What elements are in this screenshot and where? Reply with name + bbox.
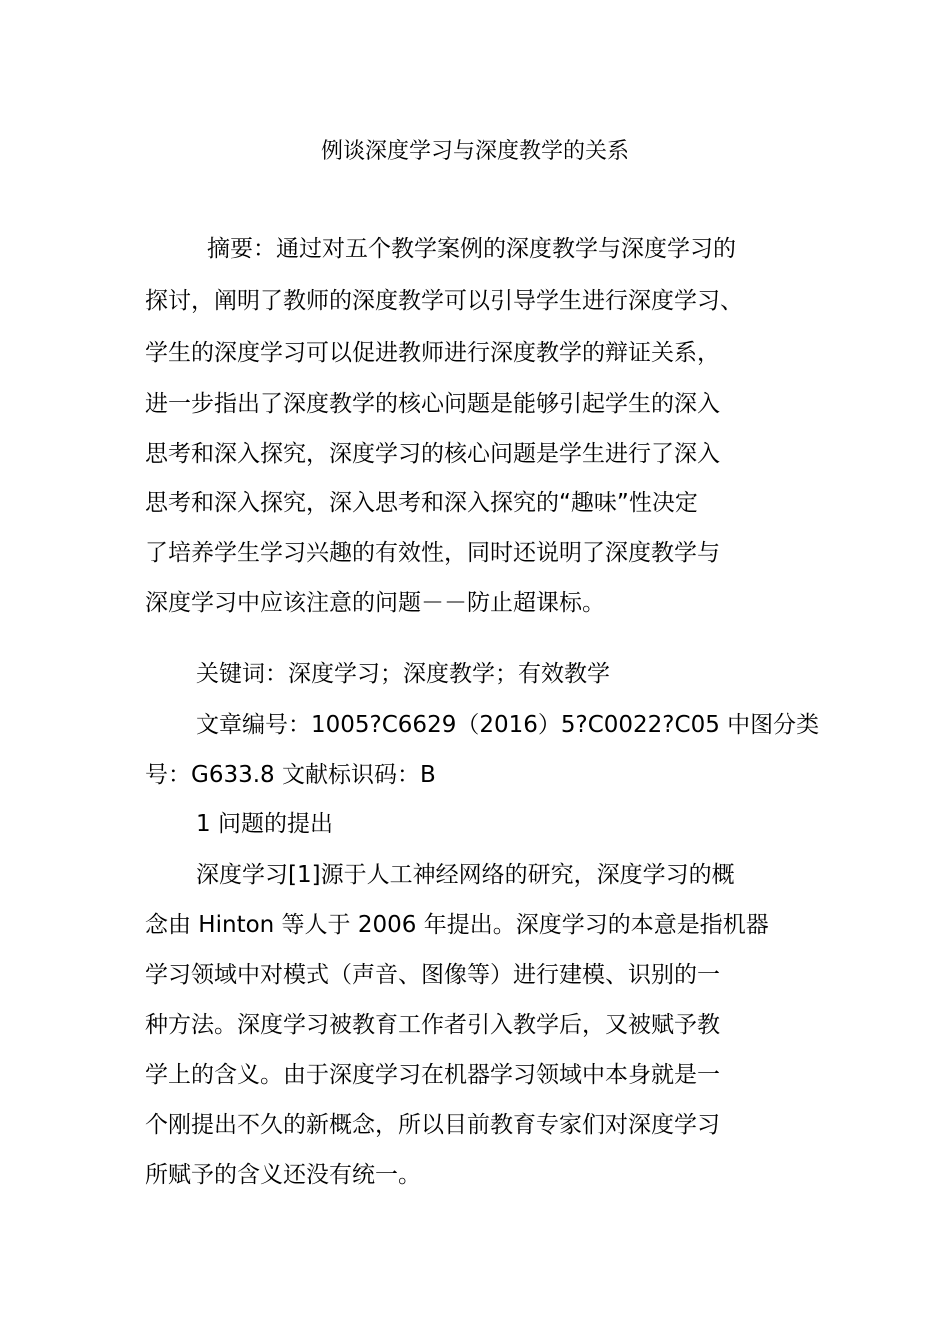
article-number-line: 文章编号：1005?C6629（2016）5?C0022?C05 中图分类	[196, 712, 820, 738]
abstract-line: 思考和深入探究，深入思考和深入探究的“趣味”性决定	[145, 490, 698, 516]
classification-line: 号：G633.8 文献标识码：B	[145, 762, 436, 788]
document-title: 例谈深度学习与深度教学的关系	[320, 139, 629, 164]
body-line: 所赋予的含义还没有统一。	[145, 1162, 421, 1188]
abstract-line: 探讨，阐明了教师的深度教学可以引导学生进行深度学习、	[145, 288, 743, 314]
abstract-line: 思考和深入探究，深度学习的核心问题是学生进行了深入	[145, 441, 720, 467]
keywords-line: 关键词：深度学习；深度教学；有效教学	[196, 661, 610, 687]
body-line: 深度学习[1]源于人工神经网络的研究，深度学习的概	[196, 862, 735, 888]
body-line: 学习领域中对模式（声音、图像等）进行建模、识别的一	[145, 962, 720, 988]
abstract-line: 深度学习中应该注意的问题－－防止超课标。	[145, 590, 605, 616]
section-heading: 1 问题的提出	[196, 811, 333, 837]
body-line: 种方法。深度学习被教育工作者引入教学后，又被赋予教	[145, 1012, 720, 1038]
abstract-line: 摘要：通过对五个教学案例的深度教学与深度学习的	[207, 236, 736, 262]
abstract-line: 进一步指出了深度教学的核心问题是能够引起学生的深入	[145, 391, 720, 417]
abstract-line: 了培养学生学习兴趣的有效性，同时还说明了深度教学与	[145, 540, 720, 566]
body-line: 个刚提出不久的新概念，所以目前教育专家们对深度学习	[145, 1112, 720, 1138]
abstract-line: 学生的深度学习可以促进教师进行深度教学的辩证关系，	[145, 340, 720, 366]
body-line: 念由 Hinton 等人于 2006 年提出。深度学习的本意是指机器	[145, 912, 769, 938]
body-line: 学上的含义。由于深度学习在机器学习领域中本身就是一	[145, 1062, 720, 1088]
